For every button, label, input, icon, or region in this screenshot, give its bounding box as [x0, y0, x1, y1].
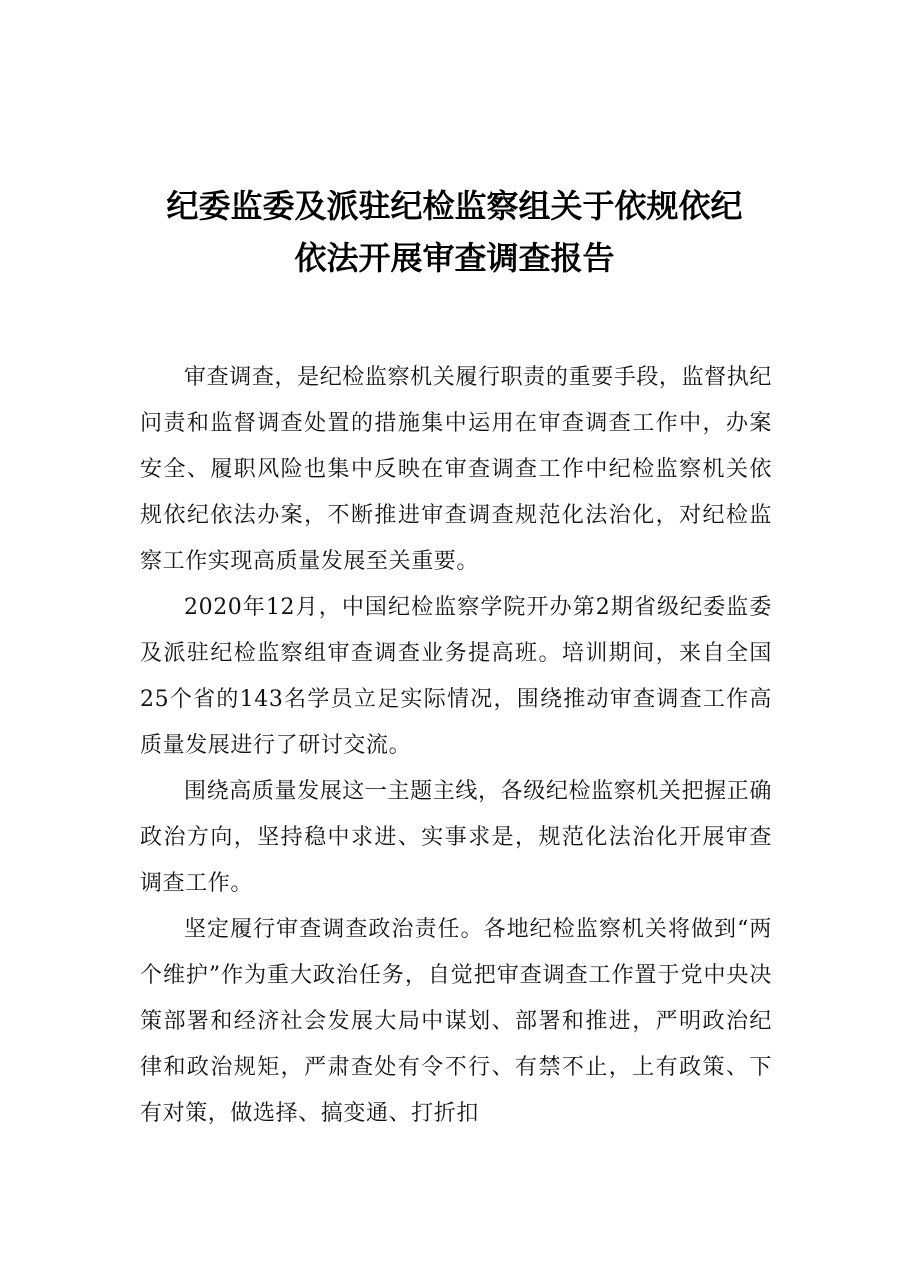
paragraph-3: 围绕高质量发展这一主题主线，各级纪检监察机关把握正确政治方向，坚持稳中求进、实事求是，规范化法治化开展审查调查工作。	[140, 779, 772, 896]
title-line-1: 纪委监委及派驻纪检监察组关于依规依纪	[166, 187, 743, 225]
document-body	[140, 355, 772, 1137]
title-line-2: 依法开展审查调查报告	[294, 239, 615, 277]
paragraph-4: 坚定履行审查调查政治责任。各地纪检监察机关将做到“两个维护”作为重大政治任务，自觉把审查调查工作置于党中央决策部署和经济社会发展大局中谋划、部署和推进，严明政治纪律和政治规矩，严肃查处有令不行、有禁不止，上有政策、下有对策，做选择、搞变通、打折扣	[140, 917, 772, 1126]
paragraph-1: 审查调查，是纪检监察机关履行职责的重要手段，监督执纪问责和监督调查处置的措施集中运用在审查调查工作中，办案安全、履职风险也集中反映在审查调查工作中纪检监察机关依规依纪依法办案，不断推进审查调查规范化法治化，对纪检监察工作实现高质量发展至关重要。	[140, 365, 772, 574]
paragraph-2: 2020年12月，中国纪检监察学院开办第2期省级纪委监委及派驻纪检监察组审查调查业务提高班。培训期间，来自全国25个省的143名学员立足实际情况，围绕推动审查调查工作高质量发展进行了研讨交流。	[140, 595, 772, 758]
document-title	[120, 180, 789, 284]
